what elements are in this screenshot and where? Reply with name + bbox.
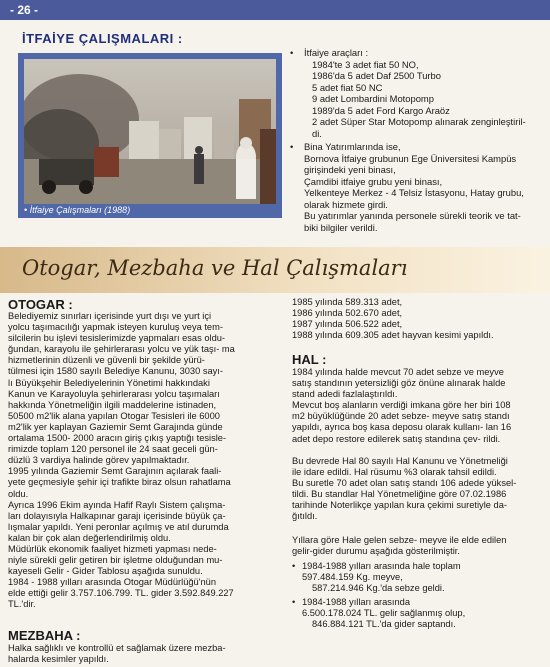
text-line: Ayrıca 1996 Ekim ayında Hafif Raylı Sistem çalışma- [8,499,226,510]
text-line: girişindeki yeni binası, [304,164,396,175]
text-line: hizmetlerinin düzenli ve güvenli bir şekilde yürü- [8,355,205,366]
text-line: Belediyemiz sınırları içerisinde yurt dışı ve yurt içi [8,311,212,321]
itfaiye-bullet-buildings [290,141,548,210]
text-line: satış standının yetersizliği göz önüne alınarak halde [292,378,506,389]
text-line: halarda kesimler yapıldı. [8,654,109,665]
text-line: silcilerin bu işlevi tesislerimizde yapmaları esas oldu- [8,333,226,344]
banner-title: Otogar, Mezbaha ve Hal Çalışmaları [22,256,408,280]
photo-frame [18,53,282,218]
text-line: Bu suretle 70 adet olan satış standı 106 adede yüksel- [292,478,517,489]
text-line: kalan bir çok alan değerlendirilmiş oldu. [8,532,171,543]
text-line: Bu yatırımlar yanında personele sürekli teorik ve tat- [304,210,521,221]
text-line: 1989'da 5 adet Ford Kargo Araöz [312,104,450,116]
text-line: 5 adet fiat 50 NC [312,81,383,93]
text-line: kayeseli Gelir - Gider Tablosu aşağıda sunuldu. [8,566,203,577]
text-line: hakkında Yönetmeliğin ilgili maddelerine istinaden, [8,399,217,410]
mezbaha-paragraph [8,643,280,665]
text-line: 1984'te 3 adet fiat 50 NO, [312,58,419,70]
text-line: ile idare edildi. Hal rüsumu %3 olarak tahsil edildi. [292,467,497,478]
text-line: düzlü 3 vardiya halinde görev yapılmaktadır. [8,455,190,466]
otogar-heading: OTOGAR : [8,297,73,312]
text-line: oldu. [8,488,29,499]
mezbaha-heading: MEZBAHA : [8,628,81,643]
hal-paragraph-3 [292,535,548,557]
text-line: stand adedi fazlalaştırıldı. [292,389,398,400]
hal-paragraph-2 [292,456,548,523]
text-line: tülmesi için 1580 sayılı Belediye Kanunu, 3030 sayı- [8,366,223,377]
text-line: 6.500.178.024 TL. gelir sağlanmış olup, [302,608,466,619]
text-line: Halka sağlıklı ve kontrollü et sağlamak üzere mezba- [8,643,226,653]
bullet-dot: • [290,141,294,152]
text-line: lışmalar yapıldı. Yeni peronlar açılmış ve atıl durumda [8,521,229,532]
text-line: 597.484.159 Kg. meyve, [302,572,403,583]
itfaiye-bullet-vehicles [290,47,548,139]
text-line: niyle sürekli gelir getiren bir işletme olduğundan mu- [8,555,223,566]
text-line: elde ettiği gelir 3.757.106.799. TL. gider 3.592.849.227 [8,588,234,599]
bullet-dot: • [292,561,296,571]
text-line: TL.'dir. [8,599,36,610]
hal-bullet-quantities [292,561,548,594]
photo-caption: • İtfaiye Çalışmaları (1988) [24,205,131,215]
text-line: Müdürlük ekonomik faaliyet hizmeti yapması nede- [8,543,217,554]
page-header-bar [0,0,550,20]
text-line: m2'lik yer kaplayan Gaziemir Semt Garajında günde [8,421,223,432]
page-number: - 26 - [10,3,39,17]
text-line: 1984-1988 yılları arasında hale toplam [302,561,461,571]
bullet-dot: • [292,597,296,607]
text-line: 1988 yılında 609.305 adet hayvan kesimi yapıldı. [292,330,494,341]
text-line: yete geçmesiyle şehir içi trafikte biraz olsun rahatlama [8,477,231,488]
text-line: ğundan, karayolu ile şehirlerarası yolcu ve yük taşı- ma [8,344,235,355]
text-line: Bornova İtfaiye grubunun Ege Üniversitesi Kampüs [304,152,517,164]
text-line: ortalama 1500- 2000 aracın giriş çıkış yaptığı tesisle- [8,433,227,444]
text-line: rimizde toplam 120 personel ile 24 saat geceli gün- [8,444,218,455]
text-line: adet depo restore edilerek satış standına çev- rildi. [292,433,501,444]
mezbaha-stats [292,297,548,341]
itfaiye-training-paragraph [290,210,548,233]
text-line: 1987 yılında 506.522 adet, [292,319,403,330]
text-line: tarihinde Noterlikçe yapılan kura çekimi suretiyle da- [292,500,507,511]
text-line: 1984 yılında halde mevcut 70 adet sebze ve meyve [292,367,504,377]
text-line: m2 büyüklüğünde 20 adet sebze- meyve satış standı [292,411,510,422]
text-line: 587.214.946 Kg.'da sebze geldi. [312,583,445,594]
text-line: 9 adet Lombardini Motopomp [312,93,434,104]
text-line: Bu devrede Hal 80 sayılı Hal Kanunu ve Yönetmeliği [292,456,508,466]
text-line: 1986'da 5 adet Daf 2500 Turbo [312,70,441,81]
text-line: yapıldı, ayrıca boş kasa deposu olarak kullanı- lan 16 [292,422,512,433]
text-line: Yıllara göre Hale gelen sebze- meyve ile elde edilen [292,535,507,545]
text-line: 1984 - 1988 yılları arasında Otogar Müdürlüğü'nün [8,577,216,588]
text-line: olarak hizmete girdi. [304,198,388,210]
text-line: tildi. Bu standlar Hal Yönetmeliğine göre 07.02.1986 [292,489,507,500]
otogar-paragraph [8,311,280,611]
text-line: lı Büyükşehir Belediyelerinin Yönetimi hakkındaki [8,377,210,388]
text-line: ları dolayısıyla Halkapınar garajı içerisinde büyük ça- [8,510,226,521]
hal-heading: HAL : [292,352,327,367]
text-line: biki bilgiler verildi. [304,221,378,233]
text-line: 2 adet Süper Star Motopomp alınarak zenginleştiril- [312,116,526,127]
itfaiye-text-column [290,47,548,233]
text-line: di. [312,127,322,139]
text-line: 1984-1988 yılları arasında [302,597,411,607]
text-line: 1986 yılında 502.670 adet, [292,308,403,319]
section-title-itfaiye: İTFAİYE ÇALIŞMALARI : [22,31,183,46]
fire-scene-photo [24,59,276,204]
bullet-dot: • [290,47,294,58]
hal-bullet-finances [292,597,548,630]
text-line: 1985 yılında 589.313 adet, [292,297,403,307]
text-line: 1995 yılında Gaziemir Semt Garajının açılarak faali- [8,466,222,477]
text-line: İtfaiye araçları : [304,47,369,58]
text-line: Çamdibi itfaiye grubu yeni binası, [304,175,443,187]
hal-paragraph-1 [292,367,548,445]
text-line: ğıtıldı. [292,511,318,522]
text-line: 50500 m2'lik alana yapılan Otogar Tesisleri ile 6000 [8,410,220,421]
text-line: Mevcut boş alanların verdiği imkana göre her biri 108 [292,400,511,411]
text-line: Bina Yatırımlarında ise, [304,141,401,152]
text-line: gelir-gider durumu aşağıda gösterilmiştir. [292,546,460,557]
text-line: yolcu taşımacılığı yapmak isteyen kuruluş veya tem- [8,322,223,333]
text-line: 846.884.121 TL.'da gider saptandı. [312,619,456,630]
text-line: Kanun ve Karayoluyla şehirlerarası yolcu taşımaları [8,388,220,399]
text-line: Yelkenteye Merkez - 4 Telsiz İstasyonu, Hatay grubu, [304,187,524,198]
